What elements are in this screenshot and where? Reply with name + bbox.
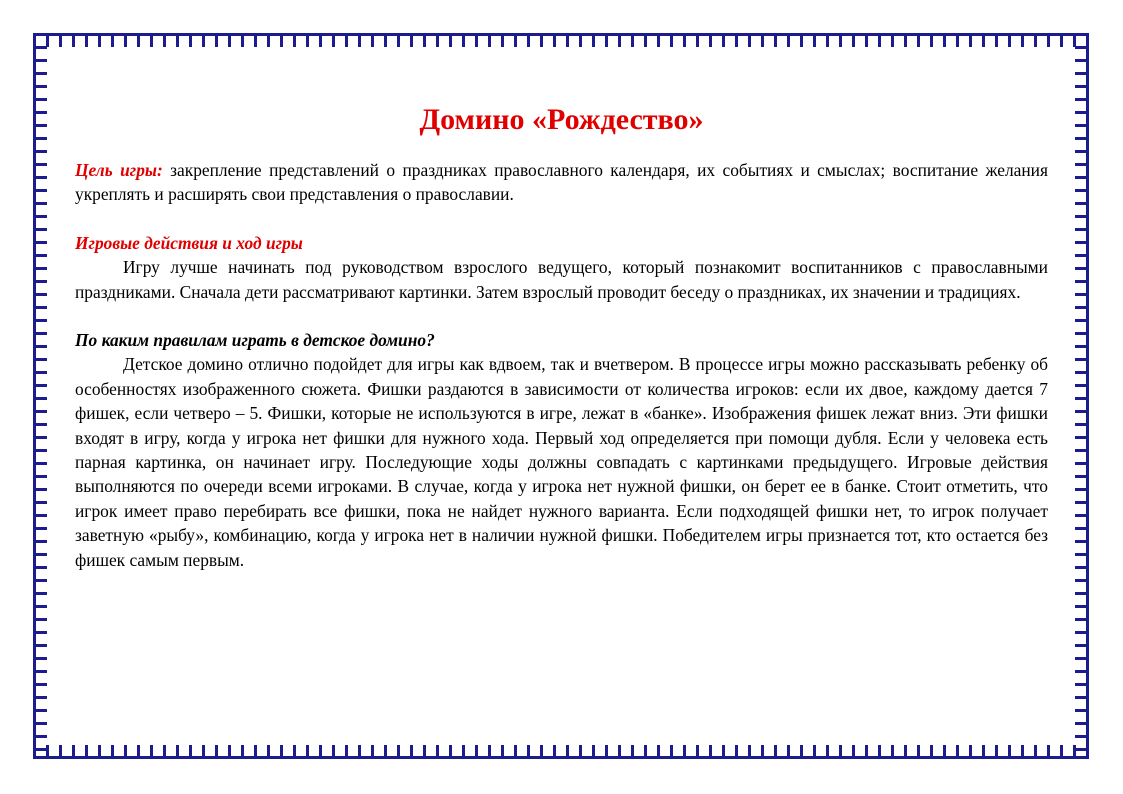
decorative-border-right (1075, 33, 1089, 759)
section-heading-game-actions: Игровые действия и ход игры (75, 232, 303, 253)
goal-label: Цель игры: (75, 160, 163, 180)
section-text-rules: Детское домино отлично подойдет для игры как вдвоем, так и вчетвером. В процессе игры можно рассказывать ребенку об особенностях изображенного сюжета. Фишки раздаются в зависимости от количества игроков: если их двое, каждому дается 7 фишек, если четверо – 5. Фишки, которые не используются в игре, лежат в «банке». Изображения фишек лежат вниз. Эти фишки входят в игру, когда у игрока нет фишки для нужного хода. Первый ход определяется при помощи дубля. Если у человека есть парная картинка, он начинает игру. Последующие ходы должны совпадать с картинками предыдущего. Игровые действия выполняются по очереди всеми игроками. В случае, когда у игрока нет нужной фишки, он берет ее в банке. Стоит отметить, что игрок имеет право перебирать все фишки, пока не найдет нужного варианта. Если подходящей фишки нет, то игрок получает заветную «рыбу», комбинацию, когда у игрока нет в наличии нужной фишки. Победителем игры признается тот, кто остается без фишек самым первым. (75, 354, 1048, 570)
section-heading-rules: По каким правилам играть в детское домино? (75, 330, 435, 351)
decorative-border-left (33, 33, 47, 759)
goal-paragraph (75, 158, 1048, 207)
decorative-border-top (33, 33, 1089, 47)
spacer (75, 207, 1048, 231)
document-title: Домино «Рождество» (419, 103, 704, 136)
goal-text: закрепление представлений о праздниках православного календаря, их событиях и смыслах; воспитание желания укреплять и расширять свои представления о православии. (75, 160, 1048, 205)
document-body (75, 100, 1048, 572)
section-text-game-actions: Игру лучше начинать под руководством взрослого ведущего, который познакомит воспитанников с православными праздниками. Сначала дети рассматривают картинки. Затем взрослый проводит беседу о праздниках, их значении и традициях. (75, 257, 1048, 302)
decorative-border-bottom (33, 745, 1089, 759)
spacer (75, 304, 1048, 328)
